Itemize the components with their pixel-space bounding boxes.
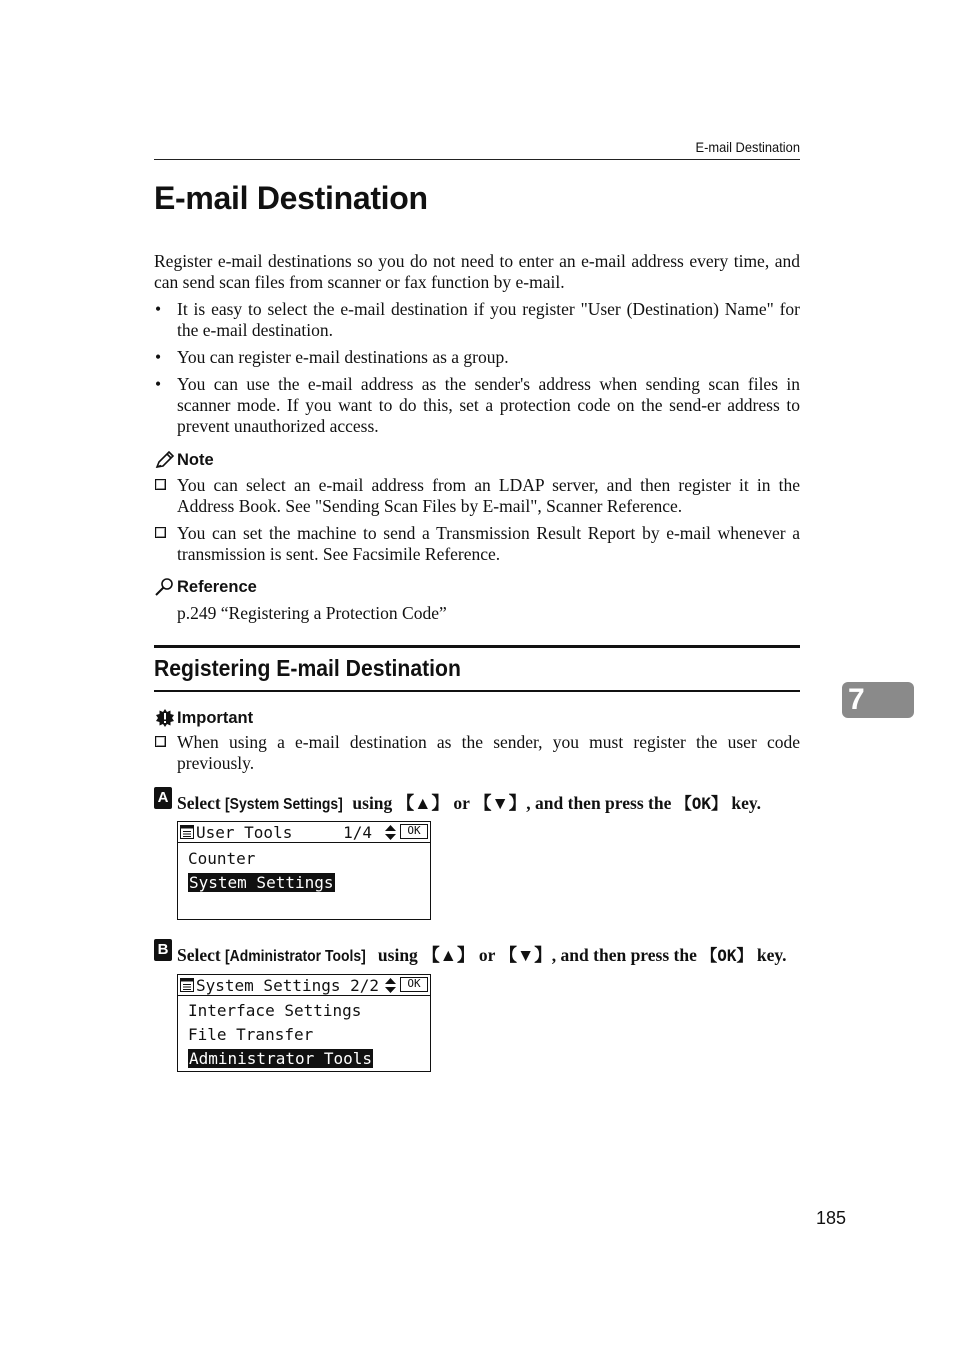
lcd-page: 1/4 — [343, 822, 372, 842]
lcd-title-bar — [178, 822, 430, 843]
page-number: 185 — [815, 1208, 846, 1228]
important-icon — [154, 708, 176, 728]
important-list — [154, 732, 800, 780]
step-2 — [154, 942, 814, 967]
ok-key: 【OK】 — [675, 794, 727, 813]
section-rule-bottom — [154, 690, 800, 692]
magnifier-icon — [154, 577, 176, 597]
bullet-list — [154, 299, 800, 443]
section-title: Registering E-mail Destination — [154, 655, 461, 681]
running-head: E-mail Destination — [695, 139, 800, 155]
list-item: When using a e-mail destination as the sender, you must register the user code previously. — [154, 732, 800, 774]
lcd-title: User Tools — [196, 822, 293, 842]
ok-icon: OK — [400, 824, 428, 839]
lcd-menu-item-selected[interactable]: System Settings — [189, 873, 334, 892]
up-down-arrow-icon — [384, 825, 397, 840]
up-key: 【▲】 — [396, 793, 449, 813]
pencil-icon — [154, 450, 176, 470]
bullet-icon: • — [155, 374, 162, 394]
menu-keyword: [Administrator Tools] — [225, 948, 366, 965]
list-item: • It is easy to select the e-mail destination if you register "User (Destination) Name" for the e-mail destination. — [155, 299, 800, 340]
reference-link[interactable]: p.249 “Registering a Protection Code” — [177, 603, 447, 623]
lcd-menu-item[interactable]: Interface Settings — [188, 1001, 362, 1020]
page-title: E-mail Destination — [154, 180, 428, 216]
lcd-title-bar — [178, 975, 430, 996]
section-rule-top — [154, 645, 800, 648]
note-list — [154, 475, 800, 571]
menu-icon — [180, 825, 194, 839]
lcd-title: System Settings 2/2 — [196, 975, 380, 995]
intro-paragraph: Register e-mail destinations so you do not need to enter an e-mail address every time, and can send scan files from scanner or fax function by e-mail. — [154, 251, 800, 292]
important-heading: Important — [154, 708, 253, 728]
checkbox-icon — [155, 736, 166, 747]
ok-key: 【OK】 — [701, 946, 753, 965]
lcd-menu-item[interactable]: Counter — [188, 849, 256, 868]
menu-icon — [180, 978, 194, 992]
step-number: B — [154, 939, 172, 961]
up-key: 【▲】 — [422, 945, 475, 965]
step-number: A — [154, 787, 172, 809]
list-item: You can select an e-mail address from an LDAP server, and then register it in the Address Book. See "Sending Scan Files by E-mail", Scanner Reference. — [154, 475, 800, 517]
lcd-screen-system-settings — [177, 974, 431, 1072]
menu-keyword: [System Settings] — [225, 796, 343, 813]
list-item: • You can register e-mail destinations as a group. — [155, 347, 509, 367]
step-text: Select [Administrator Tools] using 【▲】 or 【▼】, and then press the 【OK】 key. — [177, 945, 787, 965]
note-heading: Note — [154, 450, 214, 470]
list-item: • You can use the e-mail address as the sender's address when sending scan files in scanner mode. If you want to do this, set a protection code on the send-er address to prevent unauthorized access. — [155, 374, 800, 436]
step-1 — [154, 790, 814, 815]
header-rule — [154, 159, 800, 160]
checkbox-icon — [155, 527, 166, 538]
lcd-menu-item-selected[interactable]: Administrator Tools — [189, 1049, 373, 1068]
lcd-screen-user-tools — [177, 821, 431, 920]
chapter-tab: 7 — [842, 682, 914, 718]
checkbox-icon — [155, 479, 166, 490]
reference-heading: Reference — [154, 577, 257, 597]
lcd-menu-item[interactable]: File Transfer — [188, 1025, 314, 1044]
step-text: Select [System Settings] using 【▲】 or 【▼】, and then press the 【OK】 key. — [177, 793, 762, 813]
down-key: 【▼】 — [499, 945, 552, 965]
bullet-icon: • — [155, 347, 162, 367]
up-down-arrow-icon — [384, 978, 397, 993]
down-key: 【▼】 — [473, 793, 527, 813]
list-item: You can set the machine to send a Transmission Result Report by e-mail whenever a transmission is sent. See Facsimile Reference. — [154, 523, 800, 565]
bullet-icon: • — [155, 299, 162, 319]
ok-icon: OK — [400, 977, 428, 992]
